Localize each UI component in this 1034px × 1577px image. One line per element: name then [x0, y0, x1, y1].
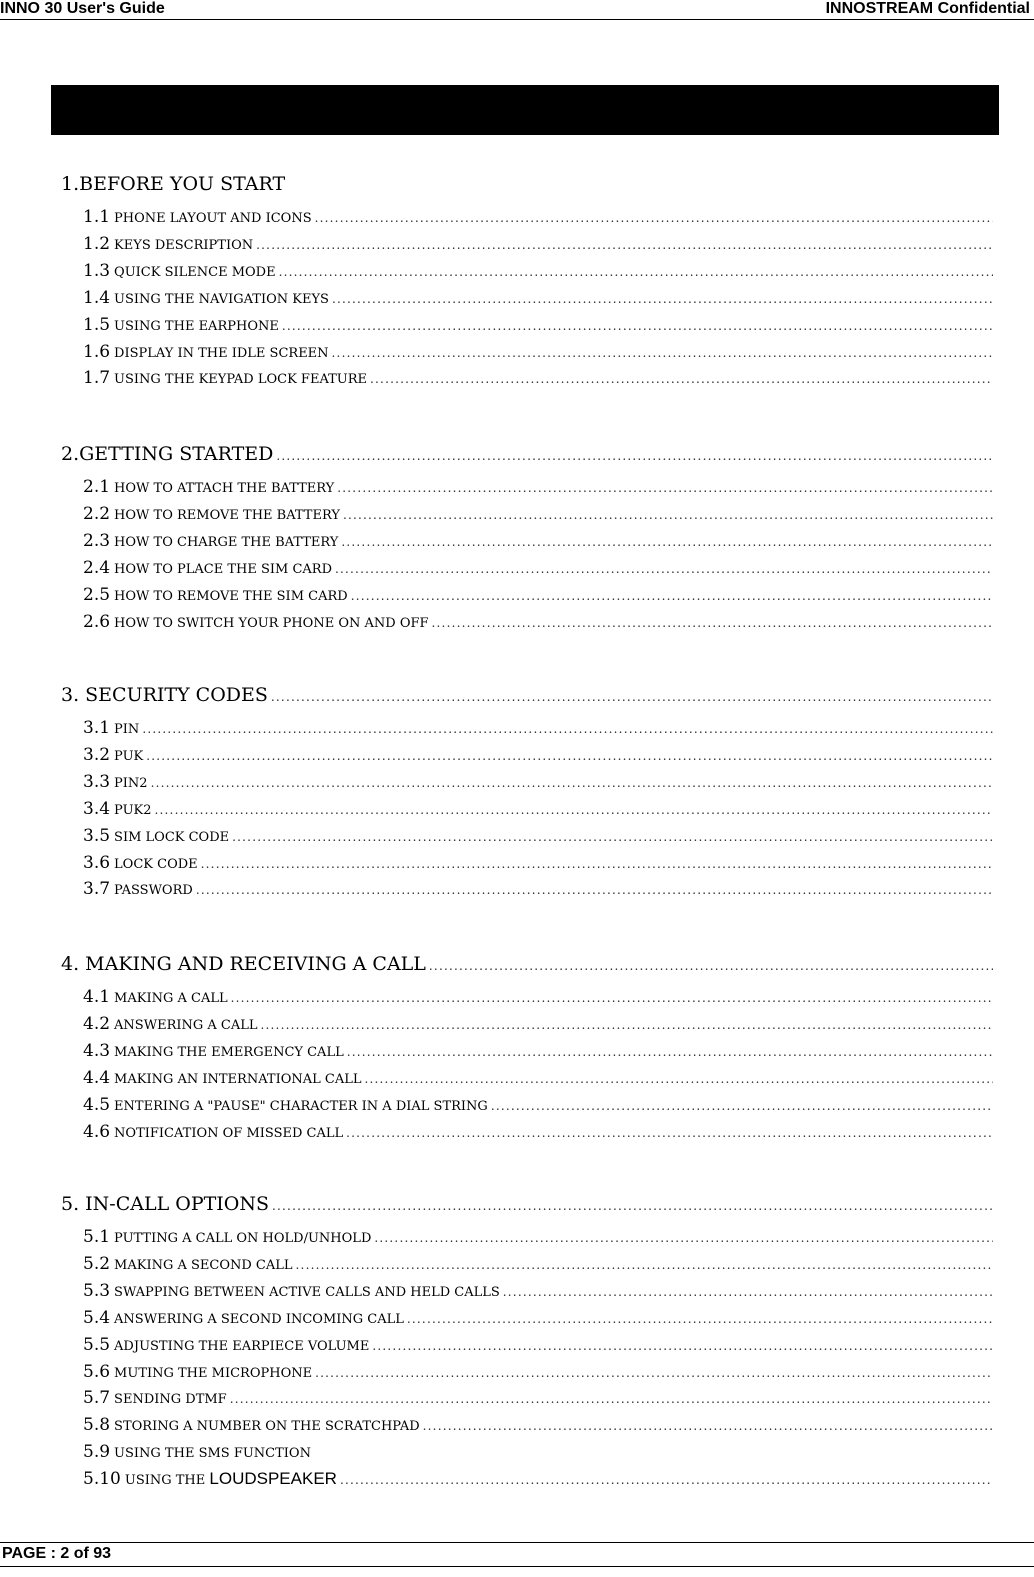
dot-leader — [335, 562, 993, 576]
toc-entry[interactable] — [83, 288, 993, 308]
dot-leader — [315, 1366, 993, 1380]
page-number: PAGE : 2 of 93 — [2, 1545, 112, 1562]
entry-title: STORING A NUMBER ON THE SCRATCHPAD — [114, 1419, 420, 1435]
dot-leader — [432, 616, 993, 630]
entry-title: MAKING THE EMERGENCY CALL — [114, 1044, 344, 1060]
entry-number: 5.8 — [83, 1415, 111, 1436]
entry-number: 3.5 — [83, 825, 111, 846]
toc-section-heading[interactable] — [61, 953, 993, 975]
entry-number: 5.5 — [83, 1334, 111, 1355]
dot-leader — [146, 749, 993, 763]
toc-entry[interactable] — [83, 1095, 993, 1115]
toc-entry[interactable] — [83, 342, 993, 362]
entry-title: PUK2 — [114, 802, 152, 818]
entry-title: PUK — [114, 748, 144, 764]
toc-section-heading[interactable] — [61, 173, 993, 195]
dot-leader — [503, 1285, 993, 1299]
dot-leader — [340, 1473, 993, 1487]
entry-number: 1.3 — [83, 260, 111, 281]
dot-leader — [232, 830, 993, 844]
entry-number: 3.4 — [83, 798, 111, 819]
toc-section-heading[interactable] — [61, 684, 993, 706]
entry-number: 5.6 — [83, 1361, 111, 1382]
entry-title: SENDING DTMF — [114, 1392, 227, 1408]
page-header — [0, 0, 1034, 20]
entry-number: 4.6 — [83, 1121, 111, 1142]
dot-leader — [201, 857, 993, 871]
entry-number: 4.1 — [83, 987, 111, 1007]
toc-entry[interactable] — [83, 1335, 993, 1355]
toc-entry[interactable] — [83, 261, 993, 281]
entry-title: USING THE EARPHONE — [114, 318, 279, 334]
toc-entry[interactable] — [83, 612, 993, 632]
section-title: 5. IN-CALL OPTIONS — [61, 1193, 270, 1215]
toc-entry[interactable] — [83, 1254, 993, 1274]
entry-number: 5.1 — [83, 1227, 111, 1247]
toc-entry[interactable] — [83, 585, 993, 605]
entry-title: MUTING THE MICROPHONE — [114, 1365, 313, 1381]
contents-banner — [51, 85, 999, 135]
entry-title: DISPLAY IN THE IDLE SCREEN — [114, 345, 329, 361]
entry-title: NOTIFICATION OF MISSED CALL — [114, 1125, 344, 1141]
toc-entry[interactable] — [83, 315, 993, 335]
entry-title: PHONE LAYOUT AND ICONS — [114, 211, 312, 226]
entry-number: 5.4 — [83, 1307, 111, 1328]
dot-leader — [423, 1419, 993, 1433]
toc-entry[interactable] — [83, 772, 993, 792]
entry-number: 2.6 — [83, 611, 111, 632]
toc-entry[interactable] — [83, 879, 993, 899]
entry-number: 5.7 — [83, 1388, 111, 1409]
dot-leader — [346, 1126, 993, 1140]
toc-entry[interactable] — [83, 368, 993, 388]
page-footer — [0, 1542, 1034, 1567]
toc-section-heading[interactable] — [61, 1193, 993, 1215]
dot-leader — [142, 722, 993, 736]
dot-leader — [347, 1045, 993, 1059]
toc-entry[interactable] — [83, 1041, 993, 1061]
dot-leader — [256, 238, 993, 252]
entry-title: MAKING A CALL — [114, 991, 228, 1006]
toc-entry[interactable] — [83, 504, 993, 524]
entry-number: 2.4 — [83, 557, 111, 578]
toc-entry[interactable] — [83, 477, 993, 497]
toc-entry[interactable] — [83, 1415, 993, 1435]
entry-number: 1.2 — [83, 233, 111, 254]
dot-leader — [230, 1392, 993, 1406]
entry-title: HOW TO REMOVE THE SIM CARD — [114, 588, 348, 604]
entry-number: 1.4 — [83, 287, 111, 308]
entry-number: 2.1 — [83, 477, 111, 497]
entry-number: 5.2 — [83, 1253, 111, 1274]
confidential-label: INNOSTREAM Confidential — [825, 0, 1030, 17]
entry-title: USING THE — [124, 1473, 206, 1489]
section-title: 1.BEFORE YOU START — [61, 173, 286, 195]
entry-title: PIN — [114, 722, 140, 737]
entry-title: QUICK SILENCE MODE — [114, 264, 276, 280]
dot-leader — [332, 292, 993, 306]
toc-entry[interactable] — [83, 558, 993, 578]
entry-number: 3.2 — [83, 744, 111, 765]
entry-number: 1.6 — [83, 341, 111, 362]
toc-entry[interactable] — [83, 1388, 993, 1408]
entry-number: 4.4 — [83, 1067, 111, 1088]
entry-title-suffix: LOUDSPEAKER — [209, 1469, 337, 1489]
dot-leader — [407, 1312, 993, 1326]
toc-entry[interactable] — [83, 987, 993, 1007]
dot-leader — [231, 991, 993, 1005]
entry-number: 5.3 — [83, 1280, 111, 1301]
entry-title: PUTTING A CALL ON HOLD/UNHOLD — [114, 1231, 372, 1246]
dot-leader — [261, 1018, 993, 1032]
entry-number: 2.5 — [83, 584, 111, 605]
entry-title: SWAPPING BETWEEN ACTIVE CALLS AND HELD CALLS — [114, 1284, 500, 1300]
dot-leader — [374, 1231, 993, 1245]
entry-title: KEYS DESCRIPTION — [114, 237, 254, 253]
toc-entry[interactable] — [83, 1362, 993, 1382]
entry-title: USING THE KEYPAD LOCK FEATURE — [114, 372, 368, 388]
toc-entry[interactable] — [83, 1442, 993, 1462]
entry-title: MAKING A SECOND CALL — [114, 1257, 293, 1273]
toc-entry[interactable] — [83, 799, 993, 819]
toc-entry[interactable] — [83, 1281, 993, 1301]
toc-entry[interactable] — [83, 853, 993, 873]
entry-title: ENTERING A "PAUSE" CHARACTER IN A DIAL STRING — [114, 1098, 488, 1114]
dot-leader — [370, 372, 993, 386]
toc-entry[interactable] — [83, 531, 993, 551]
entry-number: 2.2 — [83, 503, 111, 524]
entry-title: ANSWERING A CALL — [114, 1017, 258, 1033]
entry-number: 5.10 — [83, 1469, 121, 1490]
dot-leader — [151, 776, 993, 790]
dot-leader — [429, 959, 993, 973]
entry-title: HOW TO REMOVE THE BATTERY — [114, 507, 340, 523]
toc-entry[interactable] — [83, 1068, 993, 1088]
entry-number: 4.3 — [83, 1040, 111, 1061]
entry-number: 3.3 — [83, 771, 111, 792]
section-title: 3. SECURITY CODES — [61, 684, 268, 706]
entry-title: HOW TO PLACE THE SIM CARD — [114, 561, 332, 577]
dot-leader — [282, 319, 993, 333]
entry-number: 5.9 — [83, 1442, 111, 1463]
dot-leader — [332, 346, 993, 360]
entry-number: 4.5 — [83, 1094, 111, 1115]
dot-leader — [272, 1199, 993, 1213]
dot-leader — [365, 1072, 994, 1086]
entry-number: 3.1 — [83, 718, 111, 738]
toc-entry[interactable] — [83, 234, 993, 254]
dot-leader — [341, 535, 993, 549]
toc-entry[interactable] — [83, 745, 993, 765]
dot-leader — [276, 449, 993, 463]
entry-title: PASSWORD — [114, 883, 193, 899]
entry-number: 1.5 — [83, 314, 111, 335]
entry-number: 1.1 — [83, 207, 111, 227]
entry-title: ADJUSTING THE EARPIECE VOLUME — [114, 1338, 370, 1354]
dot-leader — [337, 481, 993, 495]
dot-leader — [343, 508, 993, 522]
dot-leader — [155, 803, 993, 817]
entry-number: 3.6 — [83, 852, 111, 873]
entry-number: 1.7 — [83, 368, 111, 389]
entry-title: HOW TO SWITCH YOUR PHONE ON AND OFF — [114, 615, 429, 631]
toc-entry[interactable] — [83, 1014, 993, 1034]
dot-leader — [196, 883, 993, 897]
toc-entry[interactable] — [83, 826, 993, 846]
document-title: INNO 30 User's Guide — [0, 0, 165, 17]
entry-number: 3.7 — [83, 879, 111, 900]
entry-title: HOW TO ATTACH THE BATTERY — [114, 481, 335, 496]
entry-title: LOCK CODE — [114, 856, 198, 872]
dot-leader — [491, 1099, 993, 1113]
section-title: 2.GETTING STARTED — [61, 443, 274, 465]
toc-entry[interactable] — [83, 1227, 993, 1247]
entry-number: 2.3 — [83, 530, 111, 551]
toc-entry[interactable] — [83, 207, 993, 227]
dot-leader — [315, 211, 993, 225]
toc-section-heading[interactable] — [61, 443, 993, 465]
toc-entry[interactable] — [83, 718, 993, 738]
entry-title: MAKING AN INTERNATIONAL CALL — [114, 1071, 362, 1087]
dot-leader — [279, 265, 993, 279]
dot-leader — [296, 1258, 993, 1272]
dot-leader — [271, 690, 993, 704]
entry-title: PIN2 — [114, 775, 148, 791]
toc-entry[interactable] — [83, 1469, 993, 1489]
entry-title: USING THE SMS FUNCTION — [114, 1446, 311, 1462]
dot-leader — [372, 1339, 993, 1353]
dot-leader — [351, 589, 993, 603]
entry-title: SIM LOCK CODE — [114, 829, 230, 845]
section-title: 4. MAKING AND RECEIVING A CALL — [61, 953, 426, 975]
entry-number: 4.2 — [83, 1013, 111, 1034]
toc-entry[interactable] — [83, 1122, 993, 1142]
toc-entry[interactable] — [83, 1308, 993, 1328]
entry-title: HOW TO CHARGE THE BATTERY — [114, 534, 339, 550]
entry-title: ANSWERING A SECOND INCOMING CALL — [114, 1311, 404, 1327]
entry-title: USING THE NAVIGATION KEYS — [114, 291, 329, 307]
